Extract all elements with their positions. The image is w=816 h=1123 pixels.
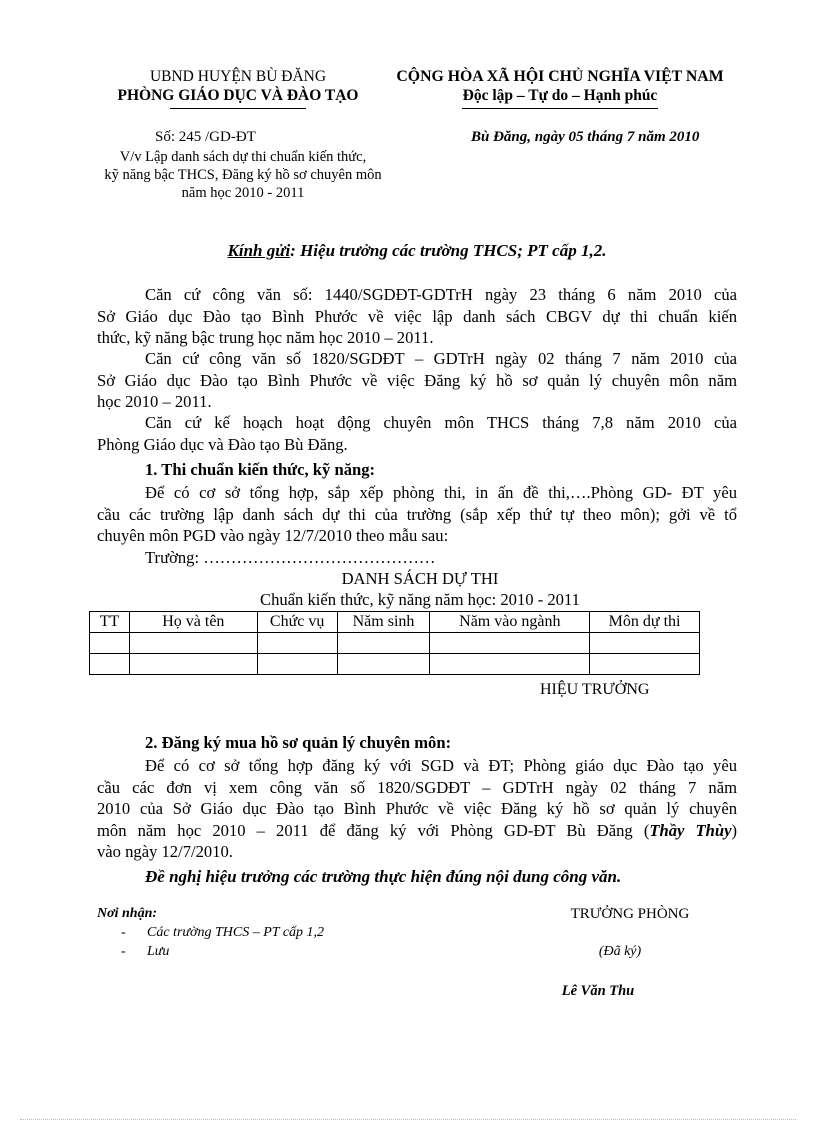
text-line: Để có cơ sở tổng hợp, sắp xếp phòng thi, in ấn đề thi,….Phòng GD- ĐT yêu: [145, 483, 737, 502]
recipient-dash: -: [121, 925, 126, 940]
text-line: 2010 của Sở Giáo dục Đào tạo Bình Phước về việc Đăng ký hồ sơ quản lý chuyên: [97, 799, 737, 818]
motto-underline: [462, 108, 658, 109]
table-cell: [90, 633, 130, 654]
closing-request: Đề nghị hiệu trưởng các trường thực hiện đúng nội dung công văn.: [145, 867, 622, 886]
text-line: Để có cơ sở tổng hợp đăng ký với SGD và ĐT; Phòng giáo dục Đào tạo yêu: [145, 756, 737, 775]
table-cell: [90, 654, 130, 675]
text-line: chuyên môn PGD vào ngày 12/7/2010 theo mẫu sau:: [97, 526, 449, 545]
recipient-item: Các trường THCS – PT cấp 1,2: [147, 925, 325, 940]
page-bottom-border: [20, 1119, 796, 1120]
text-line: Căn cứ công văn số: 1440/SGDĐT-GDTrH ngày 23 tháng 6 năm 2010 của: [145, 285, 737, 304]
column-header: Năm vào ngành: [430, 612, 590, 633]
document-subject: [88, 148, 398, 202]
table-cell: [337, 633, 430, 654]
column-header: TT: [90, 612, 130, 633]
text-line: Sở Giáo dục Đào tạo Bình Phước về việc Đăng ký hồ sơ quản lý chuyên môn năm: [97, 370, 737, 390]
text-line: cầu các đơn vị xem công văn số 1820/SGDĐT – GDTrH ngày 02 tháng 7 năm: [97, 777, 737, 797]
school-line: Trường: ……………………………………: [145, 548, 436, 567]
text-line: môn năm học 2010 – 2011 để đăng ký với Phòng GD-ĐT Bù Đăng (: [97, 820, 650, 840]
text-line: Phòng Giáo dục và Đào tạo Bù Đăng.: [97, 434, 348, 454]
salutation-text: : Hiệu trưởng các trường THCS; PT cấp 1,2.: [290, 241, 607, 260]
subject-line: V/v Lập danh sách dự thi chuẩn kiến thức,: [119, 149, 367, 165]
paragraph-legal-basis-2: [97, 348, 737, 413]
paragraph-legal-basis-1: [97, 284, 737, 349]
column-header: Môn dự thi: [590, 612, 700, 633]
table-cell: [257, 654, 337, 675]
document-number: Số: 245 /GD-ĐT: [155, 129, 256, 145]
section2-title: 2. Đăng ký mua hồ sơ quản lý chuyên môn:: [145, 733, 452, 752]
table-cell: [590, 633, 700, 654]
recipient-item: Lưu: [147, 944, 170, 959]
org-underline: [170, 108, 306, 109]
recipients-label: Nơi nhận:: [97, 906, 158, 921]
org-name-line2: PHÒNG GIÁO DỤC VÀ ĐÀO TẠO: [117, 87, 359, 104]
subject-line: năm học 2010 - 2011: [181, 185, 305, 201]
text-line: Sở Giáo dục Đào tạo Bình Phước về việc lập danh sách CBGV dự thi chuẩn kiến: [97, 306, 737, 326]
signed-note: (Đã ký): [598, 944, 642, 959]
section1-paragraph: [97, 482, 737, 547]
form-title: DANH SÁCH DỰ THI: [341, 569, 499, 588]
form-subtitle: Chuẩn kiến thức, kỹ năng năm học: 2010 - 2011: [260, 590, 580, 609]
text-line: ): [731, 820, 738, 840]
text-line: vào ngày 12/7/2010.: [97, 842, 233, 861]
text-line: Căn cứ công văn số 1820/SGDĐT – GDTrH ngày 02 tháng 7 năm 2010 của: [145, 349, 737, 368]
paragraph-legal-basis-3: [97, 412, 737, 455]
text-line: cầu các trường lập danh sách dự thi của trường (sắp xếp thứ tự theo môn); gởi về tổ: [97, 504, 737, 524]
table-row: [90, 654, 700, 675]
signer-name: Lê Văn Thu: [561, 983, 635, 999]
table-cell: [430, 633, 590, 654]
text-line: Căn cứ kế hoạch hoạt động chuyên môn THCS tháng 7,8 năm 2010 của: [145, 413, 737, 432]
nation-motto: Độc lập – Tự do – Hạnh phúc: [462, 87, 658, 104]
table-cell: [257, 633, 337, 654]
principal-label: HIỆU TRƯỞNG: [540, 681, 650, 698]
subject-line: kỹ năng bậc THCS, Đăng ký hồ sơ chuyên môn: [104, 167, 382, 183]
candidate-table: [89, 611, 700, 675]
contact-name: Thầy Thùy: [649, 820, 732, 840]
org-name-line1: UBND HUYỆN BÙ ĐĂNG: [149, 68, 327, 85]
column-header: Năm sinh: [337, 612, 430, 633]
nation-title: CỘNG HÒA XÃ HỘI CHỦ NGHĨA VIỆT NAM: [396, 68, 724, 85]
section2-paragraph: [97, 755, 737, 863]
salutation: [97, 241, 737, 261]
text-line: thức, kỹ năng bậc trung học năm học 2010 – 2011.: [97, 328, 434, 347]
table-cell: [590, 654, 700, 675]
column-header: Chức vụ: [257, 612, 337, 633]
table-cell: [129, 633, 257, 654]
table-cell: [337, 654, 430, 675]
table-cell: [129, 654, 257, 675]
table-header-row: [90, 612, 700, 633]
section1-title: 1. Thi chuẩn kiến thức, kỹ năng:: [145, 460, 376, 479]
signer-title: TRƯỞNG PHÒNG: [570, 906, 690, 922]
recipient-dash: -: [121, 944, 126, 959]
table-row: [90, 633, 700, 654]
salutation-label: Kính gửi: [227, 241, 291, 260]
table-cell: [430, 654, 590, 675]
text-line: học 2010 – 2011.: [97, 392, 212, 411]
column-header: Họ và tên: [129, 612, 257, 633]
document-date: Bù Đăng, ngày 05 tháng 7 năm 2010: [471, 129, 700, 145]
